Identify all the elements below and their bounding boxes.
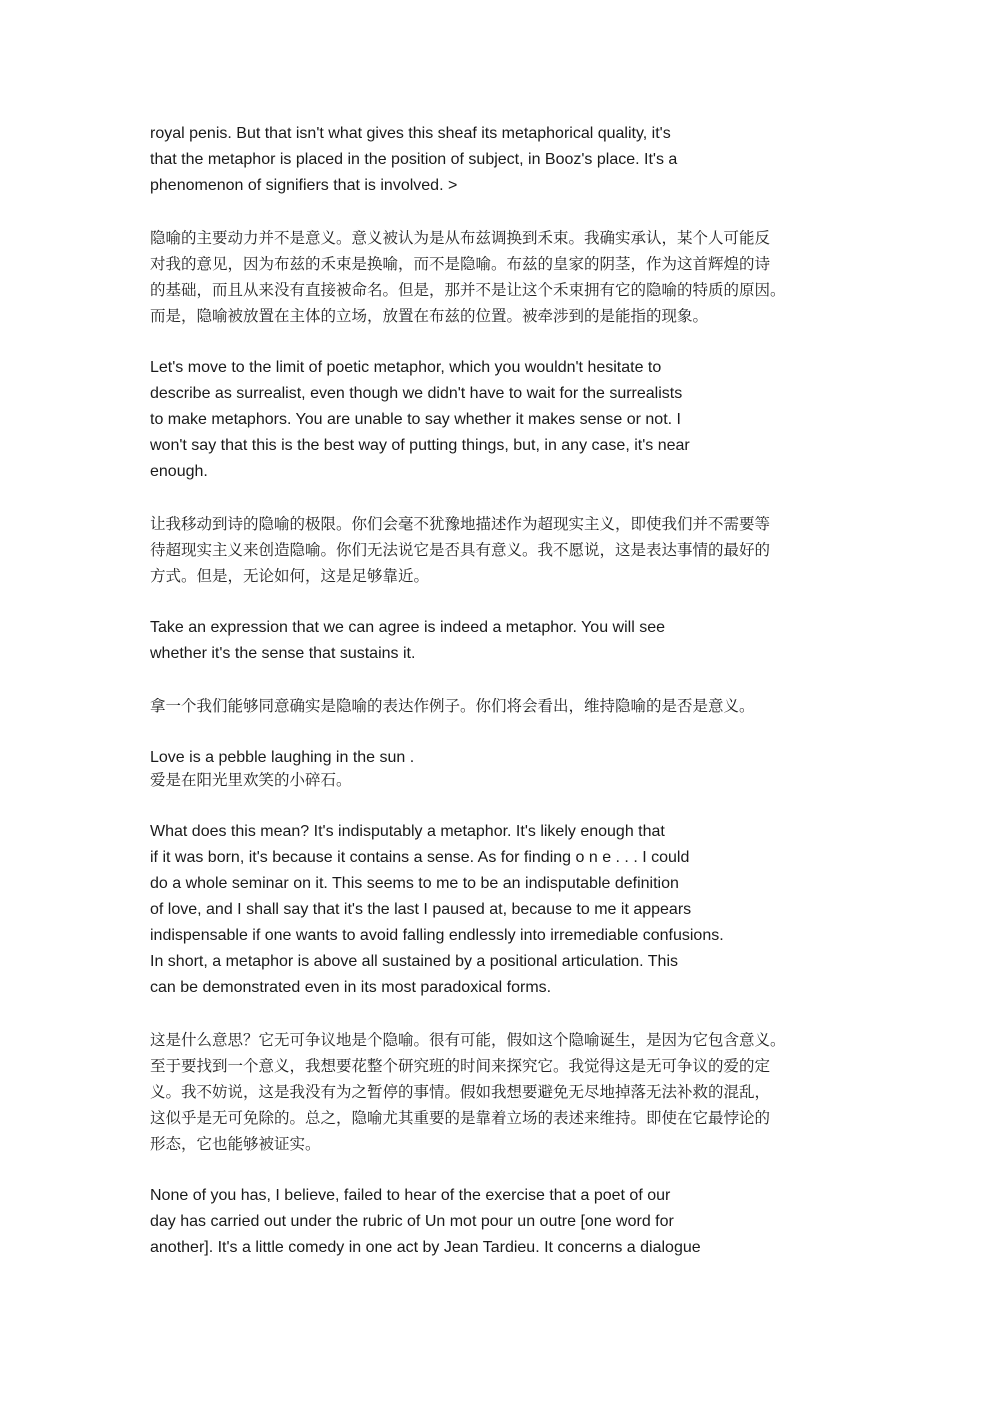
text-line: 义。我不妨说，这是我没有为之暂停的事情。假如我想要避免无尽地掉落无法补救的混乱， (150, 1083, 771, 1101)
text-line: to make metaphors. You are unable to say whether it makes sense or not. I (150, 411, 681, 428)
document-page (150, 121, 850, 1261)
paragraph-en-3 (150, 615, 850, 667)
paragraph-zh-3 (150, 693, 850, 719)
text-line: indispensable if one wants to avoid falling endlessly into irremediable confusions. (150, 927, 724, 944)
paragraph-gap (150, 589, 850, 615)
text-line: can be demonstrated even in its most paradoxical forms. (150, 979, 552, 996)
text-line: 拿一个我们能够同意确实是隐喻的表达作例子。你们将会看出，维持隐喻的是否是意义。 (150, 697, 755, 715)
text-line: if it was born, it's because it contains a sense. As for finding o n e . . . I could (150, 849, 690, 866)
text-line: 方式。但是，无论如何，这是足够靠近。 (150, 567, 430, 585)
text-line: 而是，隐喻被放置在主体的立场，放置在布兹的位置。被牵涉到的是能指的现象。 (150, 307, 709, 325)
paragraph-gap (150, 667, 850, 693)
text-line: 至于要找到一个意义，我想要花整个研究班的时间来探究它。我觉得这是无可争议的爱的定 (150, 1057, 771, 1075)
text-line: 形态，它也能够被证实。 (150, 1135, 321, 1153)
text-line: whether it's the sense that sustains it. (150, 645, 416, 662)
text-line: of love, and I shall say that it's the last I paused at, because to me it appears (150, 901, 692, 918)
text-line: phenomenon of signifiers that is involved. > (150, 177, 458, 194)
paragraph-en-6 (150, 1183, 850, 1261)
text-line: won't say that this is the best way of putting things, but, in any case, it's near (150, 437, 690, 454)
paragraph-gap (150, 329, 850, 355)
text-line: 这似乎是无可免除的。总之，隐喻尤其重要的是靠着立场的表述来维持。即使在它最悖论的 (150, 1109, 771, 1127)
paragraph-gap (150, 793, 850, 819)
paragraph-gap (150, 485, 850, 511)
text-line: 待超现实主义来创造隐喻。你们无法说它是否具有意义。我不愿说，这是表达事情的最好的 (150, 541, 771, 559)
text-line: that the metaphor is placed in the position of subject, in Booz's place. It's a (150, 151, 678, 168)
paragraph-gap (150, 1157, 850, 1183)
text-line: 这是什么意思？它无可争议地是个隐喻。很有可能，假如这个隐喻诞生，是因为它包含意义。 (150, 1031, 786, 1049)
text-line: another]. It's a little comedy in one act by Jean Tardieu. It concerns a dialogue (150, 1239, 701, 1256)
paragraph-zh-1 (150, 225, 850, 329)
paragraph-en-1 (150, 121, 850, 199)
text-line: 爱是在阳光里欢笑的小碎石。 (150, 771, 352, 789)
text-line: 隐喻的主要动力并不是意义。意义被认为是从布兹调换到禾束。我确实承认，某个人可能反 (150, 229, 771, 247)
text-line: 让我移动到诗的隐喻的极限。你们会毫不犹豫地描述作为超现实主义，即使我们并不需要等 (150, 515, 771, 533)
text-line: What does this mean? It's indisputably a metaphor. It's likely enough that (150, 823, 665, 840)
paragraph-zh-2 (150, 511, 850, 589)
text-line: do a whole seminar on it. This seems to me to be an indisputable definition (150, 875, 679, 892)
text-line: 的基础，而且从来没有直接被命名。但是，那并不是让这个禾束拥有它的隐喻的特质的原因。 (150, 281, 786, 299)
text-line: day has carried out under the rubric of Un mot pour un outre [one word for (150, 1213, 674, 1230)
text-line: enough. (150, 463, 208, 480)
text-line: Love is a pebble laughing in the sun . (150, 749, 415, 766)
text-line: 对我的意见，因为布兹的禾束是换喻，而不是隐喻。布兹的皇家的阴茎，作为这首辉煌的诗 (150, 255, 771, 273)
paragraph-gap (150, 199, 850, 225)
paragraph-zh-4 (150, 767, 850, 793)
paragraph-zh-5 (150, 1027, 850, 1157)
text-line: Take an expression that we can agree is indeed a metaphor. You will see (150, 619, 665, 636)
paragraph-en-2 (150, 355, 850, 485)
paragraph-gap (150, 719, 850, 745)
text-line: None of you has, I believe, failed to hear of the exercise that a poet of our (150, 1187, 671, 1204)
paragraph-en-5 (150, 819, 850, 1001)
text-line: In short, a metaphor is above all sustained by a positional articulation. This (150, 953, 678, 970)
paragraph-gap (150, 1001, 850, 1027)
text-line: royal penis. But that isn't what gives this sheaf its metaphorical quality, it's (150, 125, 671, 142)
text-line: describe as surrealist, even though we didn't have to wait for the surrealists (150, 385, 683, 402)
text-line: Let's move to the limit of poetic metaphor, which you wouldn't hesitate to (150, 359, 662, 376)
